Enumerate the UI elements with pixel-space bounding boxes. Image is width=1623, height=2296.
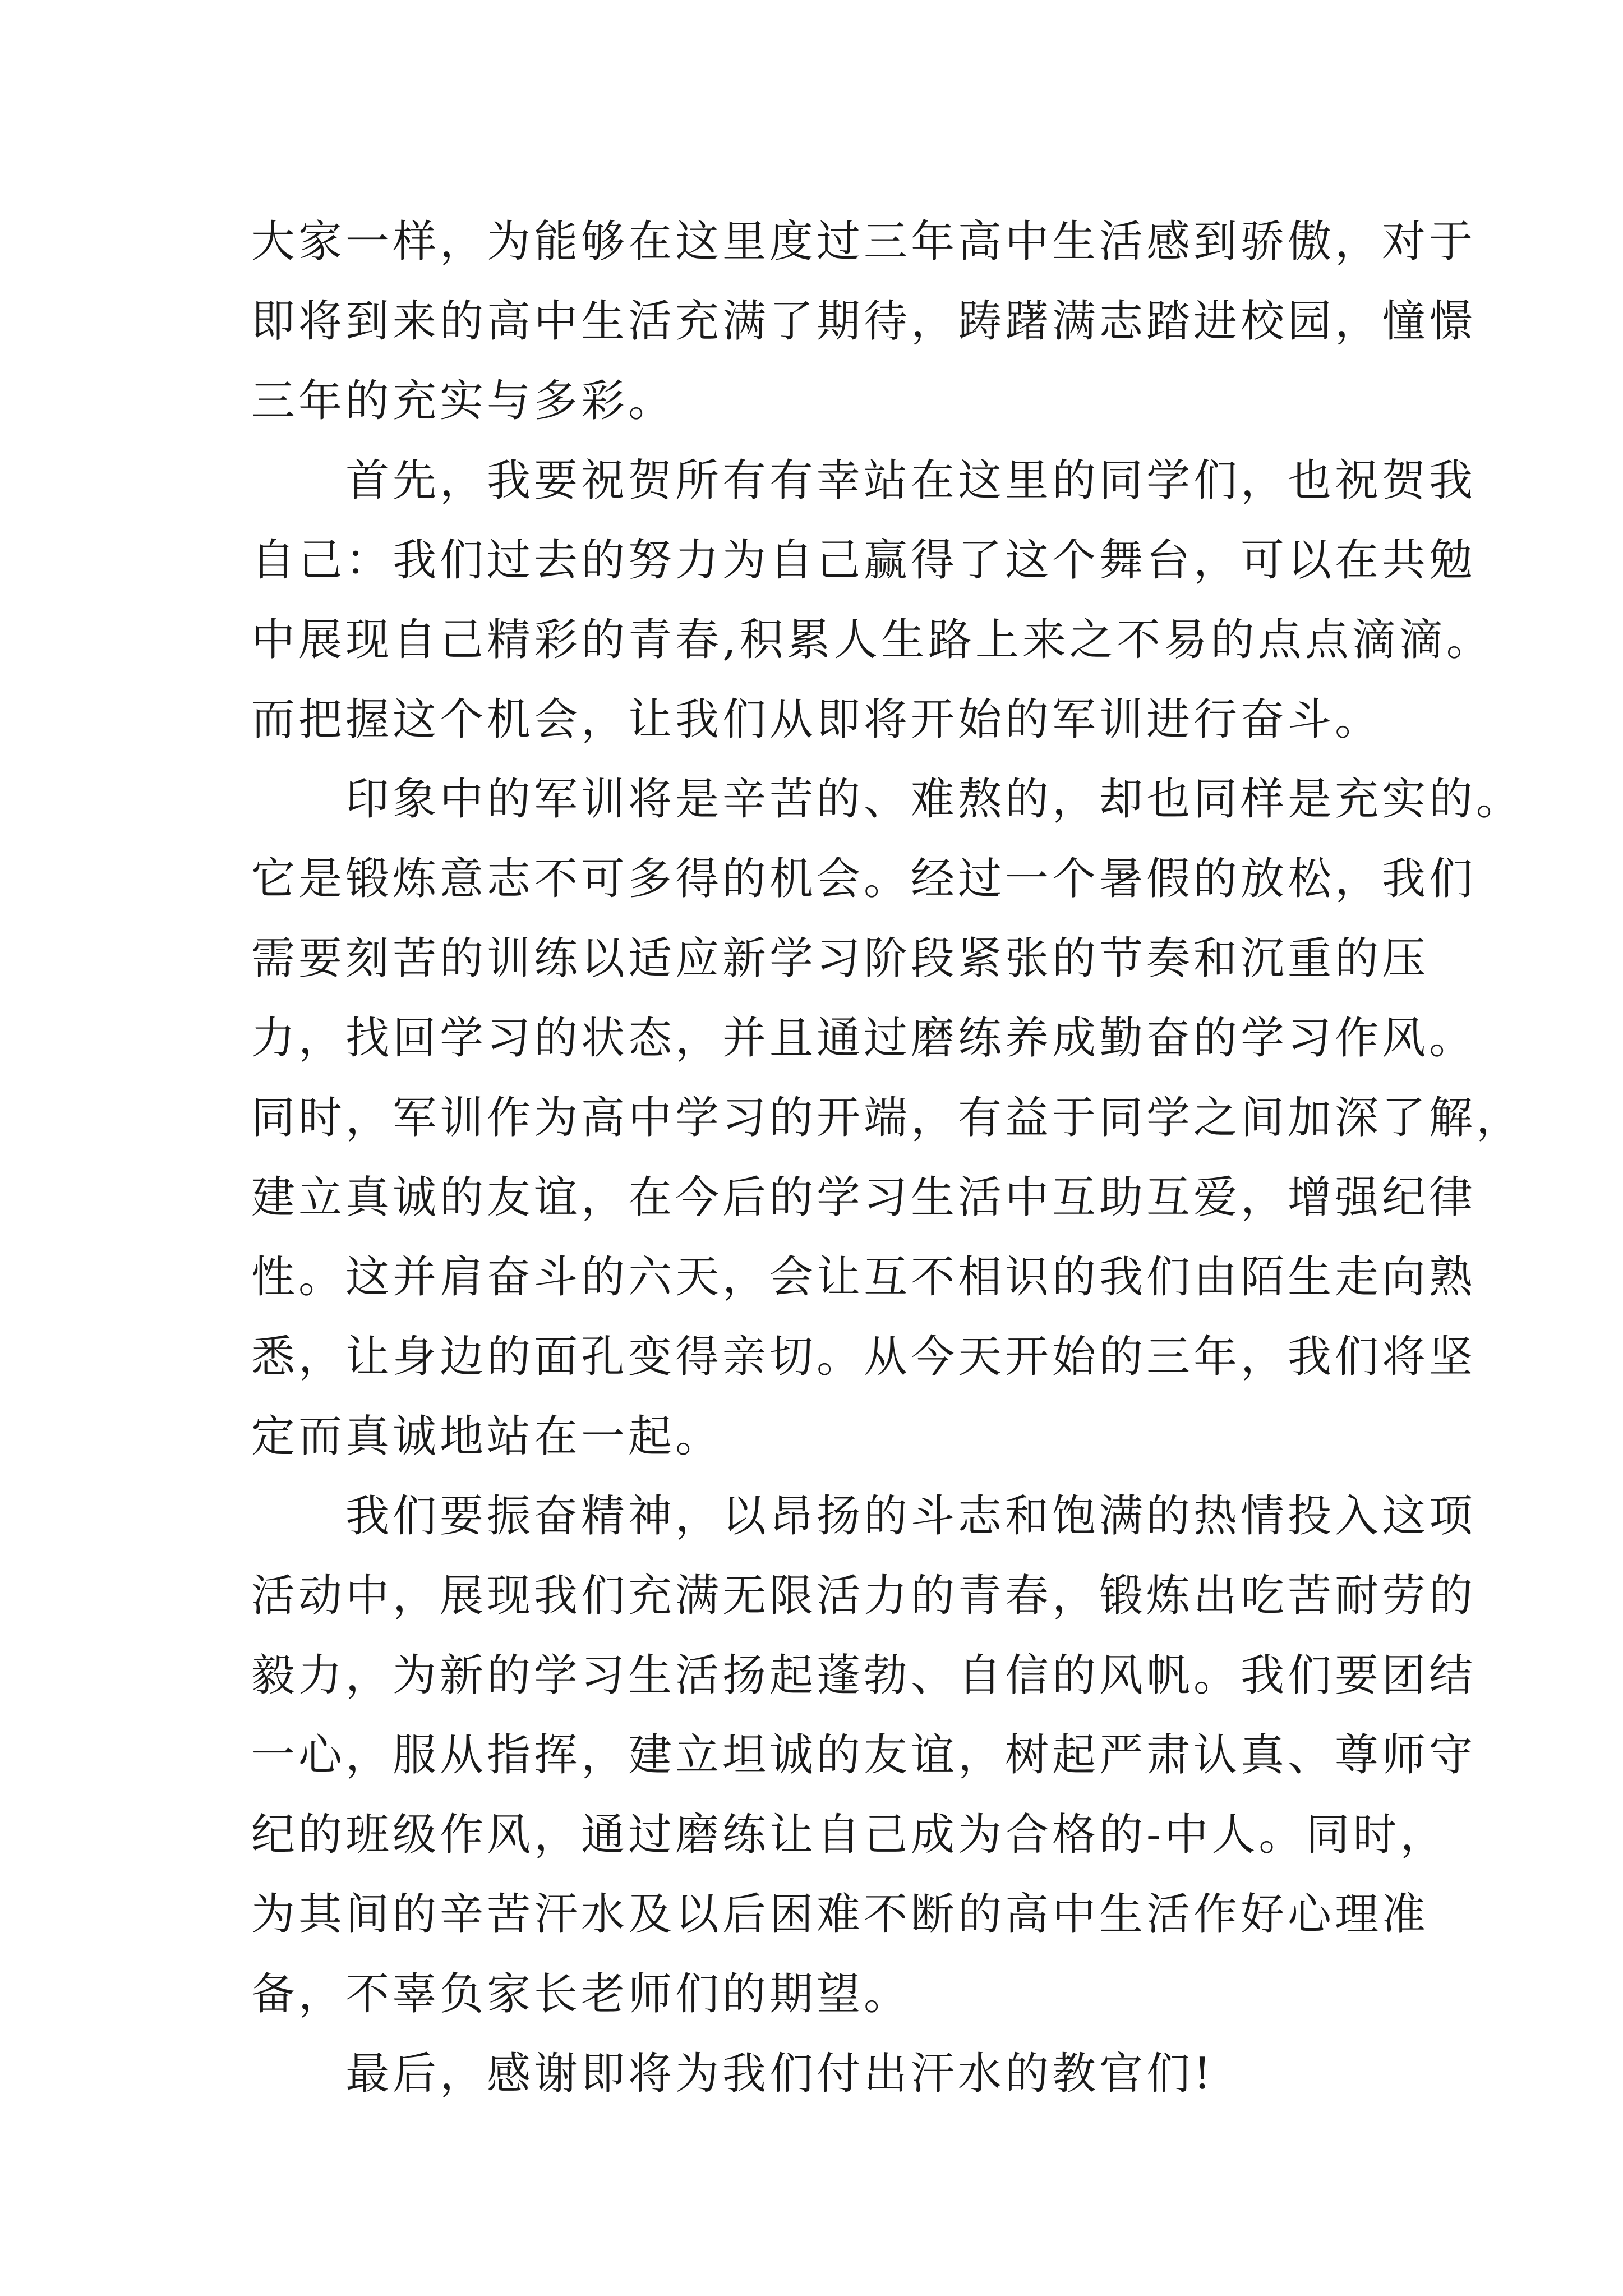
text-line: 毅力，为新的学习生活扬起蓬勃、自信的风帆。我们要团结 — [251, 1650, 1477, 1701]
text-line: 活动中，展现我们充满无限活力的青春，锻炼出吃苦耐劳的 — [251, 1571, 1477, 1621]
text-line: 自己：我们过去的努力为自己赢得了这个舞台，可以在共勉 — [251, 535, 1477, 586]
paragraph-first-line: 最后，感谢即将为我们付出汗水的教官们! — [251, 2049, 1215, 2099]
text-line: 三年的充实与多彩。 — [251, 376, 676, 426]
paragraph-first-line: 印象中的军训将是辛苦的、难熬的，却也同样是充实的。 — [251, 774, 1524, 825]
text-line: 即将到来的高中生活充满了期待，踌躇满志踏进校园，憧憬 — [251, 296, 1477, 347]
text-line: 大家一样，为能够在这里度过三年高中生活感到骄傲，对于 — [251, 217, 1477, 267]
text-line: 备，不辜负家长老师们的期望。 — [251, 1969, 911, 2019]
text-line: 定而真诚地站在一起。 — [251, 1411, 723, 1462]
text-line: 它是锻炼意志不可多得的机会。经过一个暑假的放松，我们 — [251, 854, 1477, 904]
text-line: 一心，服从指挥，建立坦诚的友谊，树起严肃认真、尊师守 — [251, 1730, 1477, 1780]
text-line: 性。这并肩奋斗的六天，会让互不相识的我们由陌生走向熟 — [251, 1252, 1477, 1303]
text-line: 中展现自己精彩的青春,积累人生路上来之不易的点点滴滴。 — [251, 615, 1493, 665]
text-line: 同时，军训作为高中学习的开端，有益于同学之间加深了解， — [251, 1093, 1524, 1143]
text-line: 力，找回学习的状态，并且通过磨练养成勤奋的学习作风。 — [251, 1013, 1477, 1064]
text-line: 而把握这个机会，让我们从即将开始的军训进行奋斗。 — [251, 694, 1382, 745]
text-line: 纪的班级作风，通过磨练让自己成为合格的-中人。同时， — [251, 1810, 1447, 1860]
text-line: 为其间的辛苦汗水及以后困难不断的高中生活作好心理准 — [251, 1889, 1430, 1940]
paragraph-first-line: 我们要振奋精神，以昂扬的斗志和饱满的热情投入这项 — [251, 1491, 1477, 1542]
paragraph-first-line: 首先，我要祝贺所有有幸站在这里的同学们，也祝贺我 — [251, 455, 1477, 506]
speech-body-text — [251, 202, 1524, 2114]
text-line: 悉，让身边的面孔变得亲切。从今天开始的三年，我们将坚 — [251, 1332, 1477, 1382]
text-line: 需要刻苦的训练以适应新学习阶段紧张的节奏和沉重的压 — [251, 933, 1430, 984]
text-line: 建立真诚的友谊，在今后的学习生活中互助互爱，增强纪律 — [251, 1172, 1477, 1223]
